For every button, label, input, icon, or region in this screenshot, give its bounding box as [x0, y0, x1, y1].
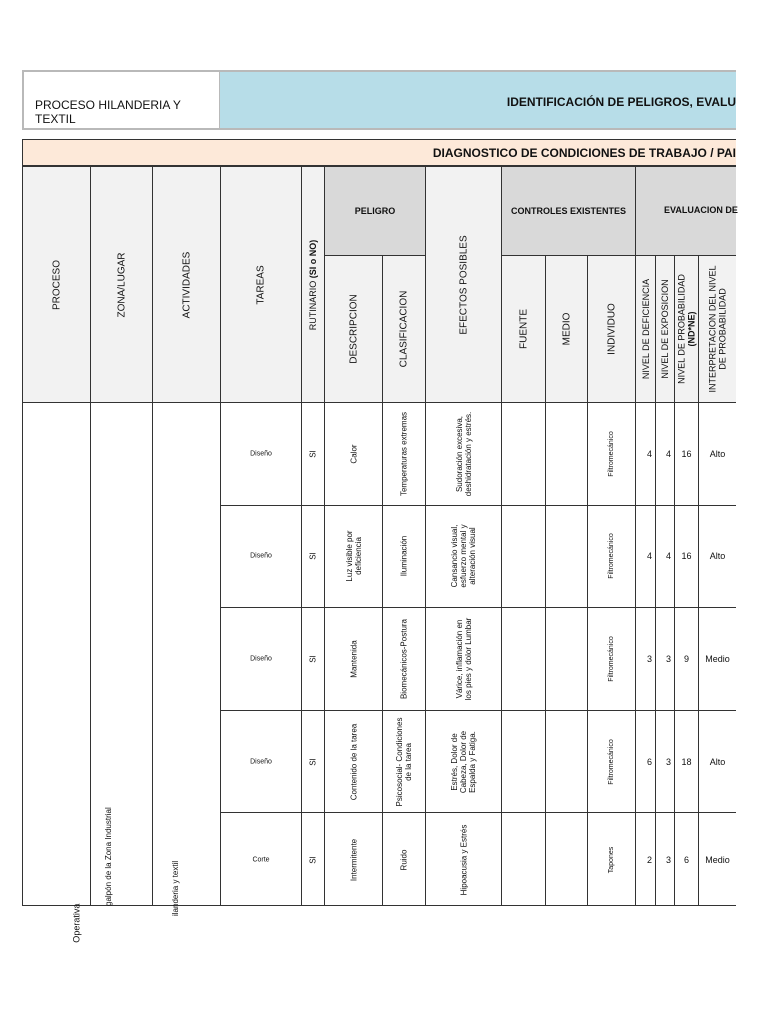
- cell-interp: Alto: [698, 505, 736, 608]
- cell-efectos: [425, 402, 501, 505]
- cell-empty: [501, 505, 545, 608]
- cell-ne: 3: [655, 607, 674, 710]
- cell-nd: 4: [635, 402, 655, 505]
- col-header-individuo: INDIVIDUO: [587, 255, 635, 402]
- cell-rutinario: SI: [301, 607, 324, 710]
- group-header-peligro: PELIGRO: [324, 166, 425, 255]
- col-header-rutinario: RUTINARIO (SI o NO): [301, 166, 324, 402]
- cell-tarea: Diseño: [220, 607, 301, 710]
- col-header-nivel-probabilidad: NIVEL DE PROBABILIDAD (ND*NE): [674, 255, 698, 402]
- cell-empty: [501, 607, 545, 710]
- cell-interp: Medio: [698, 607, 736, 710]
- process-title-box: [22, 70, 220, 130]
- group-header-controles: CONTROLES EXISTENTES: [501, 166, 635, 255]
- cell-tarea: Diseño: [220, 710, 301, 813]
- main-title: IDENTIFICACIÓN DE PELIGROS, EVALU: [506, 95, 736, 109]
- cell-tarea: Corte: [220, 812, 301, 906]
- col-header-clasificacion: CLASIFICACION: [382, 255, 425, 402]
- cell-clasificacion: Biomecánicos-Postura: [382, 607, 425, 710]
- cell-ne: 3: [655, 812, 674, 906]
- col-header-proceso: PROCESO: [22, 166, 90, 402]
- cell-individuo: Filtromecánico: [587, 607, 635, 710]
- cell-efectos: [425, 505, 501, 608]
- efecto-line: Sudoración excesiva,: [454, 415, 464, 492]
- merged-actividades-cell: ilanderia y textil: [152, 402, 220, 906]
- efecto-line: alteración visual: [468, 527, 478, 586]
- cell-nd: 6: [635, 710, 655, 813]
- cell-interp: Medio: [698, 812, 736, 906]
- efecto-line: Cansancio visual,: [449, 525, 459, 588]
- cell-np: 6: [674, 812, 698, 906]
- col-header-zona: ZONA/LUGAR: [90, 166, 152, 402]
- cell-empty: [501, 812, 545, 906]
- cell-descripcion: Intermitente: [324, 812, 382, 906]
- cell-clasificacion: Iluminación: [382, 505, 425, 608]
- cell-tarea: Diseño: [220, 402, 301, 505]
- cell-empty: [545, 812, 587, 906]
- cell-nd: 3: [635, 607, 655, 710]
- efecto-line: Espalda y Fatiga.: [468, 730, 478, 793]
- col-header-actividades: ACTIVIDADES: [152, 166, 220, 402]
- merged-zona-cell: galpón de la Zona Industrial: [90, 402, 152, 906]
- cell-tarea: Diseño: [220, 505, 301, 608]
- cell-clasificacion: Ruido: [382, 812, 425, 906]
- col-header-interpretacion: INTERPRETACION DEL NIVEL DE PROBABILIDAD: [698, 255, 736, 402]
- cell-efectos: [425, 710, 501, 813]
- efecto-line: Hipoacusia y Estrés: [458, 824, 468, 896]
- cell-np: 9: [674, 607, 698, 710]
- cell-individuo: Filtromecánico: [587, 710, 635, 813]
- cell-descripcion: Luz visible por deficiencia: [324, 505, 382, 608]
- cell-descripcion: Contenido de la tarea: [324, 710, 382, 813]
- efecto-line: deshidratación y estrés.: [463, 411, 473, 497]
- cell-nd: 2: [635, 812, 655, 906]
- efecto-line: Estrés, Dolor de: [449, 732, 459, 791]
- col-header-efectos: EFECTOS POSIBLES: [425, 166, 501, 402]
- cell-descripcion: Mantenida: [324, 607, 382, 710]
- cell-rutinario: SI: [301, 812, 324, 906]
- efecto-line: esfuerzo mental y: [458, 524, 468, 588]
- cell-empty: [501, 710, 545, 813]
- cell-empty: [545, 710, 587, 813]
- cell-np: 16: [674, 402, 698, 505]
- col-header-nivel-exposicion: NIVEL DE EXPOSICION: [655, 255, 674, 402]
- cell-nd: 4: [635, 505, 655, 608]
- cell-empty: [501, 402, 545, 505]
- cell-interp: Alto: [698, 402, 736, 505]
- cell-efectos: [425, 812, 501, 906]
- efecto-line: Cabeza, Dolor de: [458, 730, 468, 793]
- efecto-line: los pies y dolor Lumbar: [463, 617, 473, 701]
- cell-rutinario: SI: [301, 402, 324, 505]
- col-header-descripcion: DESCRIPCION: [324, 255, 382, 402]
- cell-ne: 4: [655, 402, 674, 505]
- hazard-table: [22, 166, 738, 943]
- process-title: PROCESO HILANDERIA Y TEXTIL: [35, 98, 181, 126]
- cell-np: 18: [674, 710, 698, 813]
- cell-clasificacion: Temperaturas extremas: [382, 402, 425, 505]
- cell-ne: 4: [655, 505, 674, 608]
- col-header-tareas: TAREAS: [220, 166, 301, 402]
- cell-empty: [545, 402, 587, 505]
- cell-descripcion: Calor: [324, 402, 382, 505]
- efecto-line: Várice, inflamación en: [454, 619, 464, 699]
- cell-individuo: Tapones: [587, 812, 635, 906]
- cell-empty: [545, 505, 587, 608]
- cell-efectos: [425, 607, 501, 710]
- diagnostic-band: [22, 139, 736, 166]
- main-title-box: [220, 70, 736, 130]
- cell-ne: 3: [655, 710, 674, 813]
- cell-rutinario: SI: [301, 710, 324, 813]
- cell-individuo: Filtromecánico: [587, 505, 635, 608]
- cell-individuo: Filtromecánico: [587, 402, 635, 505]
- cell-np: 16: [674, 505, 698, 608]
- merged-proceso-cell: Operativa: [22, 402, 90, 906]
- col-header-nivel-deficiencia: NIVEL DE DEFICIENCIA: [635, 255, 655, 402]
- cell-empty: [545, 607, 587, 710]
- cell-clasificacion: Psicosocial- Condiciones de la tarea: [382, 710, 425, 813]
- cell-rutinario: SI: [301, 505, 324, 608]
- group-header-evaluacion: EVALUACION DE: [635, 166, 736, 255]
- col-header-medio: MEDIO: [545, 255, 587, 402]
- col-header-fuente: FUENTE: [501, 255, 545, 402]
- diagnostic-title: DIAGNOSTICO DE CONDICIONES DE TRABAJO / PAI: [432, 146, 736, 160]
- cell-interp: Alto: [698, 710, 736, 813]
